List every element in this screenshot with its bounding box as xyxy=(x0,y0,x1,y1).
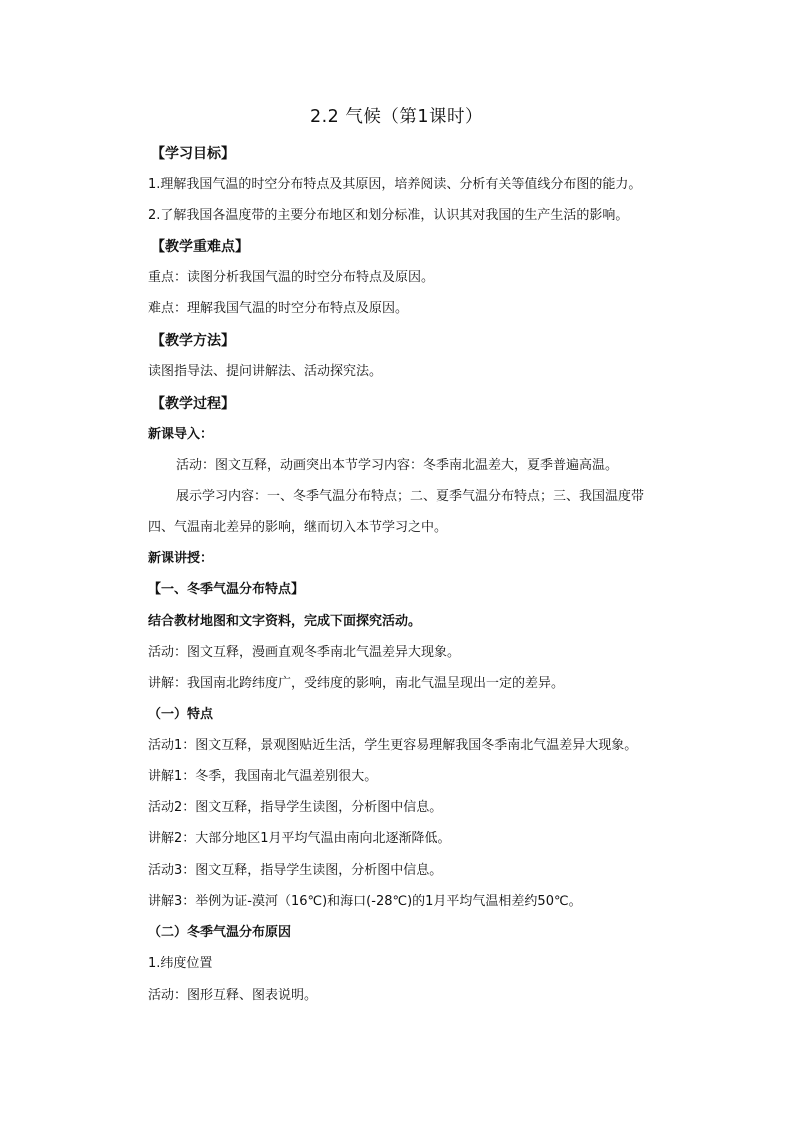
activity-3: 活动3：图文互释，指导学生读图，分析图中信息。 xyxy=(148,863,443,878)
latitude-label: 1.纬度位置 xyxy=(148,956,213,971)
difficult-point: 难点：理解我国气温的时空分布特点及原因。 xyxy=(148,301,409,316)
page-title: 2.2 气候（第1课时） xyxy=(309,107,484,127)
part1-heading: 【一、冬季气温分布特点】 xyxy=(148,582,305,597)
part1-explain: 讲解：我国南北跨纬度广，受纬度的影响，南北气温呈现出一定的差异。 xyxy=(148,676,565,691)
explain-2: 讲解2：大部分地区1月平均气温由南向北逐渐降低。 xyxy=(148,831,451,846)
key-point: 重点：读图分析我国气温的时空分布特点及原因。 xyxy=(148,270,435,285)
part1-task: 结合教材地图和文字资料，完成下面探究活动。 xyxy=(148,614,422,629)
lecture-label: 新课讲授： xyxy=(148,551,214,566)
objectives-heading: 【学习目标】 xyxy=(151,146,235,162)
explain-1: 讲解1：冬季，我国南北气温差别很大。 xyxy=(148,769,378,784)
objective-2: 2.了解我国各温度带的主要分布地区和划分标准，认识其对我国的生产生活的影响。 xyxy=(148,208,629,223)
process-heading: 【教学过程】 xyxy=(151,396,235,412)
activity-2: 活动2：图文互释，指导学生读图，分析图中信息。 xyxy=(148,800,443,815)
intro-content-line-2: 四、气温南北差异的影响，继而切入本节学习之中。 xyxy=(148,520,448,535)
sub1-heading: （一）特点 xyxy=(148,707,214,722)
methods-heading: 【教学方法】 xyxy=(151,333,235,349)
key-points-heading: 【教学重难点】 xyxy=(151,239,249,255)
methods-text: 读图指导法、提问讲解法、活动探究法。 xyxy=(148,364,383,379)
part1-activity: 活动：图文互释，漫画直观冬季南北气温差异大现象。 xyxy=(148,645,461,660)
latitude-activity: 活动：图形互释、图表说明。 xyxy=(148,988,318,1003)
intro-content-line-1: 展示学习内容：一、冬季气温分布特点；二、夏季气温分布特点；三、我国温度带 xyxy=(176,489,645,504)
activity-1: 活动1：图文互释，景观图贴近生活，学生更容易理解我国冬季南北气温差异大现象。 xyxy=(148,738,638,753)
intro-label: 新课导入： xyxy=(148,427,214,442)
intro-activity: 活动：图文互释，动画突出本节学习内容：冬季南北温差大，夏季普遍高温。 xyxy=(176,458,619,473)
objective-1: 1.理解我国气温的时空分布特点及其原因，培养阅读、分析有关等值线分布图的能力。 xyxy=(148,177,642,192)
sub2-heading: （二）冬季气温分布原因 xyxy=(148,925,292,940)
explain-3: 讲解3：举例为证-漠河（16℃)和海口(-28℃)的1月平均气温相差约50℃。 xyxy=(148,894,582,909)
